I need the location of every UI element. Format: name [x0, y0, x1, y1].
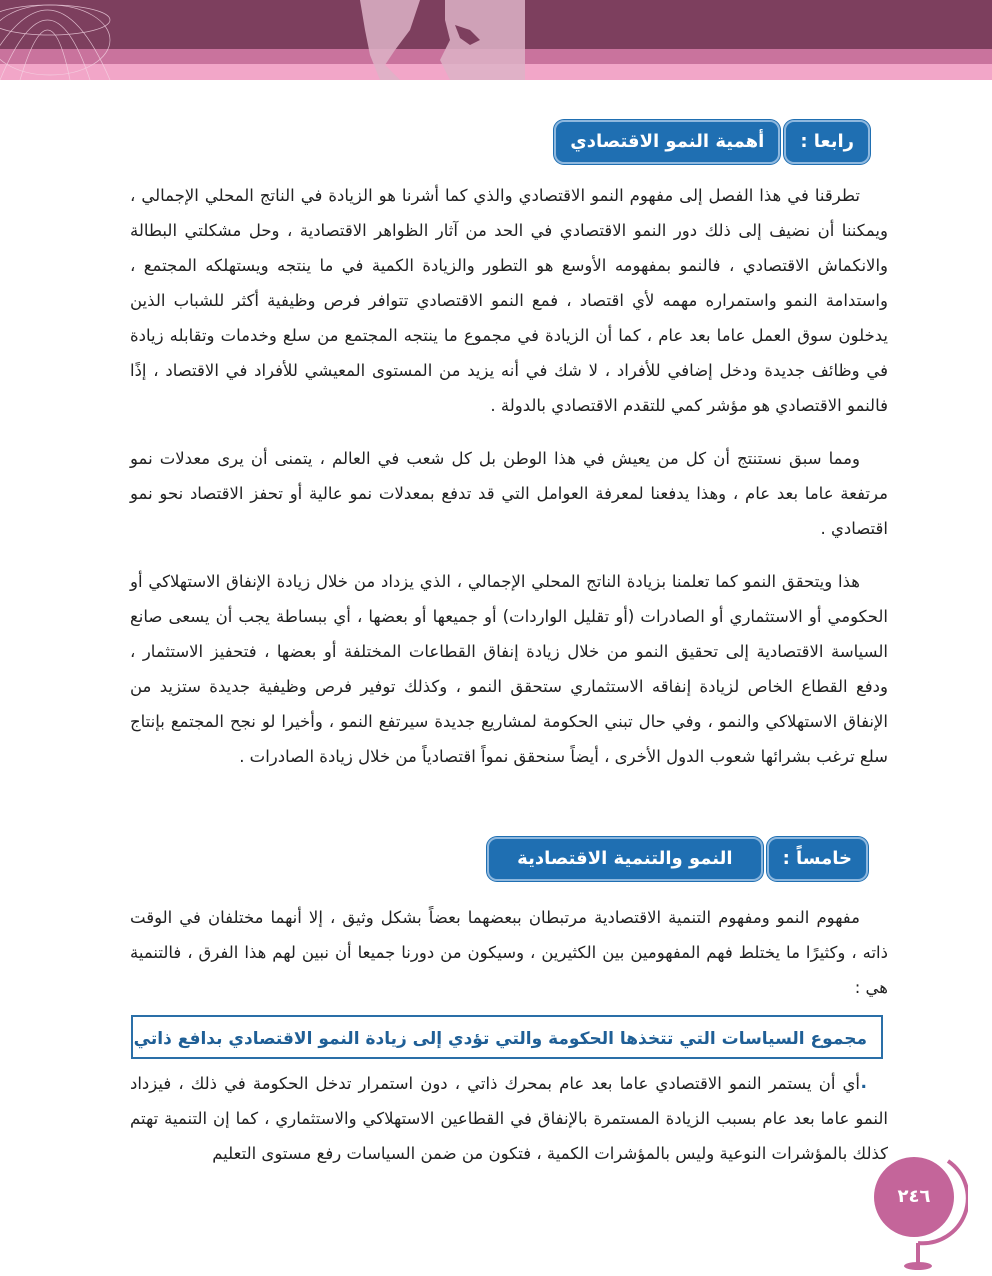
section5-number: خامساً : — [767, 837, 868, 881]
globe-map-decoration-icon — [0, 0, 992, 80]
section4-body — [130, 178, 888, 774]
section5-intro — [130, 900, 888, 1005]
paragraph: مفهوم النمو ومفهوم التنمية الاقتصادية مرتبطان ببعضهما بعضاً بشكل وثيق ، إلا أنهما مختلفان في الوقت ذاته ، وكثيرًا ما يختلط فهم المفهومين بين الكثيرين ، وسيكون من دورنا جميعا أن نبين لهم هذا الفرق ، فالتنمية هي : — [130, 908, 888, 997]
section5-heading — [487, 837, 868, 881]
paragraph: هذا ويتحقق النمو كما تعلمنا بزيادة الناتج المحلي الإجمالي ، الذي يزداد من خلال زيادة الإنفاق الاستهلاكي أو الحكومي أو الاستثماري أو الصادرات (أو تقليل الواردات) أو جميعها أو بعضها ، أي ببساطة يجب أن يسعى صانع السياسة الاقتصادية إلى تحقيق النمو من خلال زيادة إنفاق القطاعات المختلفة أو بعضها ، فتحفيز الاستثمار ، ودفع القطاع الخاص لزيادة إنفاقه الاستثماري ستحقق النمو ، وكذلك توفير فرص وظيفية جديدة ستزيد من الإنفاق الاستهلاكي والنمو ، وفي حال تبني الحكومة لمشاريع جديدة سيرتفع النمو ، وأخيرا لو نجح المجتمع بإنتاج سلع ترغب بشرائها شعوب الدول الأخرى ، أيضاً سنحقق نمواً اقتصادياً من خلال زيادة الصادرات . — [130, 572, 888, 766]
page-number: ٢٤٦ — [874, 1157, 954, 1237]
page-number-badge — [874, 1157, 954, 1237]
section4-title: أهمية النمو الاقتصادي — [554, 120, 780, 164]
section5-title: النمو والتنمية الاقتصادية — [487, 837, 762, 881]
section4-number: رابعا : — [784, 120, 870, 164]
paragraph: ومما سبق نستنتج أن كل من يعيش في هذا الوطن بل كل شعب في العالم ، يتمنى أن يرى معدلات نمو مرتفعة عاما بعد عام ، وهذا يدفعنا لمعرفة العوامل التي قد تدفع بمعدلات نمو عالية أو تحفز الاقتصاد نحو نمو اقتصادي . — [130, 449, 888, 538]
section4-heading — [554, 120, 870, 164]
definition-box: مجموع السياسات التي تتخذها الحكومة والتي تؤدي إلى زيادة النمو الاقتصادي بدافع ذاتي . — [131, 1015, 883, 1059]
paragraph: تطرقنا في هذا الفصل إلى مفهوم النمو الاقتصادي والذي كما أشرنا هو الزيادة في الناتج المحلي الإجمالي ، ويمكننا أن نضيف إلى ذلك دور النمو الاقتصادي في الحد من آثار الظواهر الاقتصادية ، وحل مشكلتي البطالة والانكماش الاقتصادي ، فالنمو بمفهومه الأوسع هو التطور والزيادة الكمية في ما ينتجه ويستهلكه المجتمع ، واستدامة النمو واستمراره مهمه لأي اقتصاد ، فمع النمو الاقتصادي تتوافر فرص وظيفية أكثر للشباب الذين يدخلون سوق العمل عاما بعد عام ، كما أن الزيادة في مجموع ما ينتجه المجتمع من سلع وخدمات وتقابله زيادة في وظائف جديدة ودخل إضافي للأفراد ، لا شك في أنه يزيد من المستوى المعيشي للأفراد في الاقتصاد ، إذًا فالنمو الاقتصادي هو مؤشر كمي للتقدم الاقتصادي بالدولة . — [130, 186, 888, 415]
header-banner — [0, 0, 992, 80]
paragraph: أي أن يستمر النمو الاقتصادي عاما بعد عام بمحرك ذاتي ، دون استمرار تدخل الحكومة في ذلك ، فيزداد النمو عاما بعد عام بسبب الزيادة المستمرة بالإنفاق في القطاعين الاستهلاكي والاستثماري ، كما إن التنمية تهتم كذلك بالمؤشرات النوعية وليس بالمؤشرات الكمية ، فتكون من ضمن السياسات رفع مستوى التعليم — [130, 1074, 888, 1163]
section5-after — [130, 1066, 888, 1171]
